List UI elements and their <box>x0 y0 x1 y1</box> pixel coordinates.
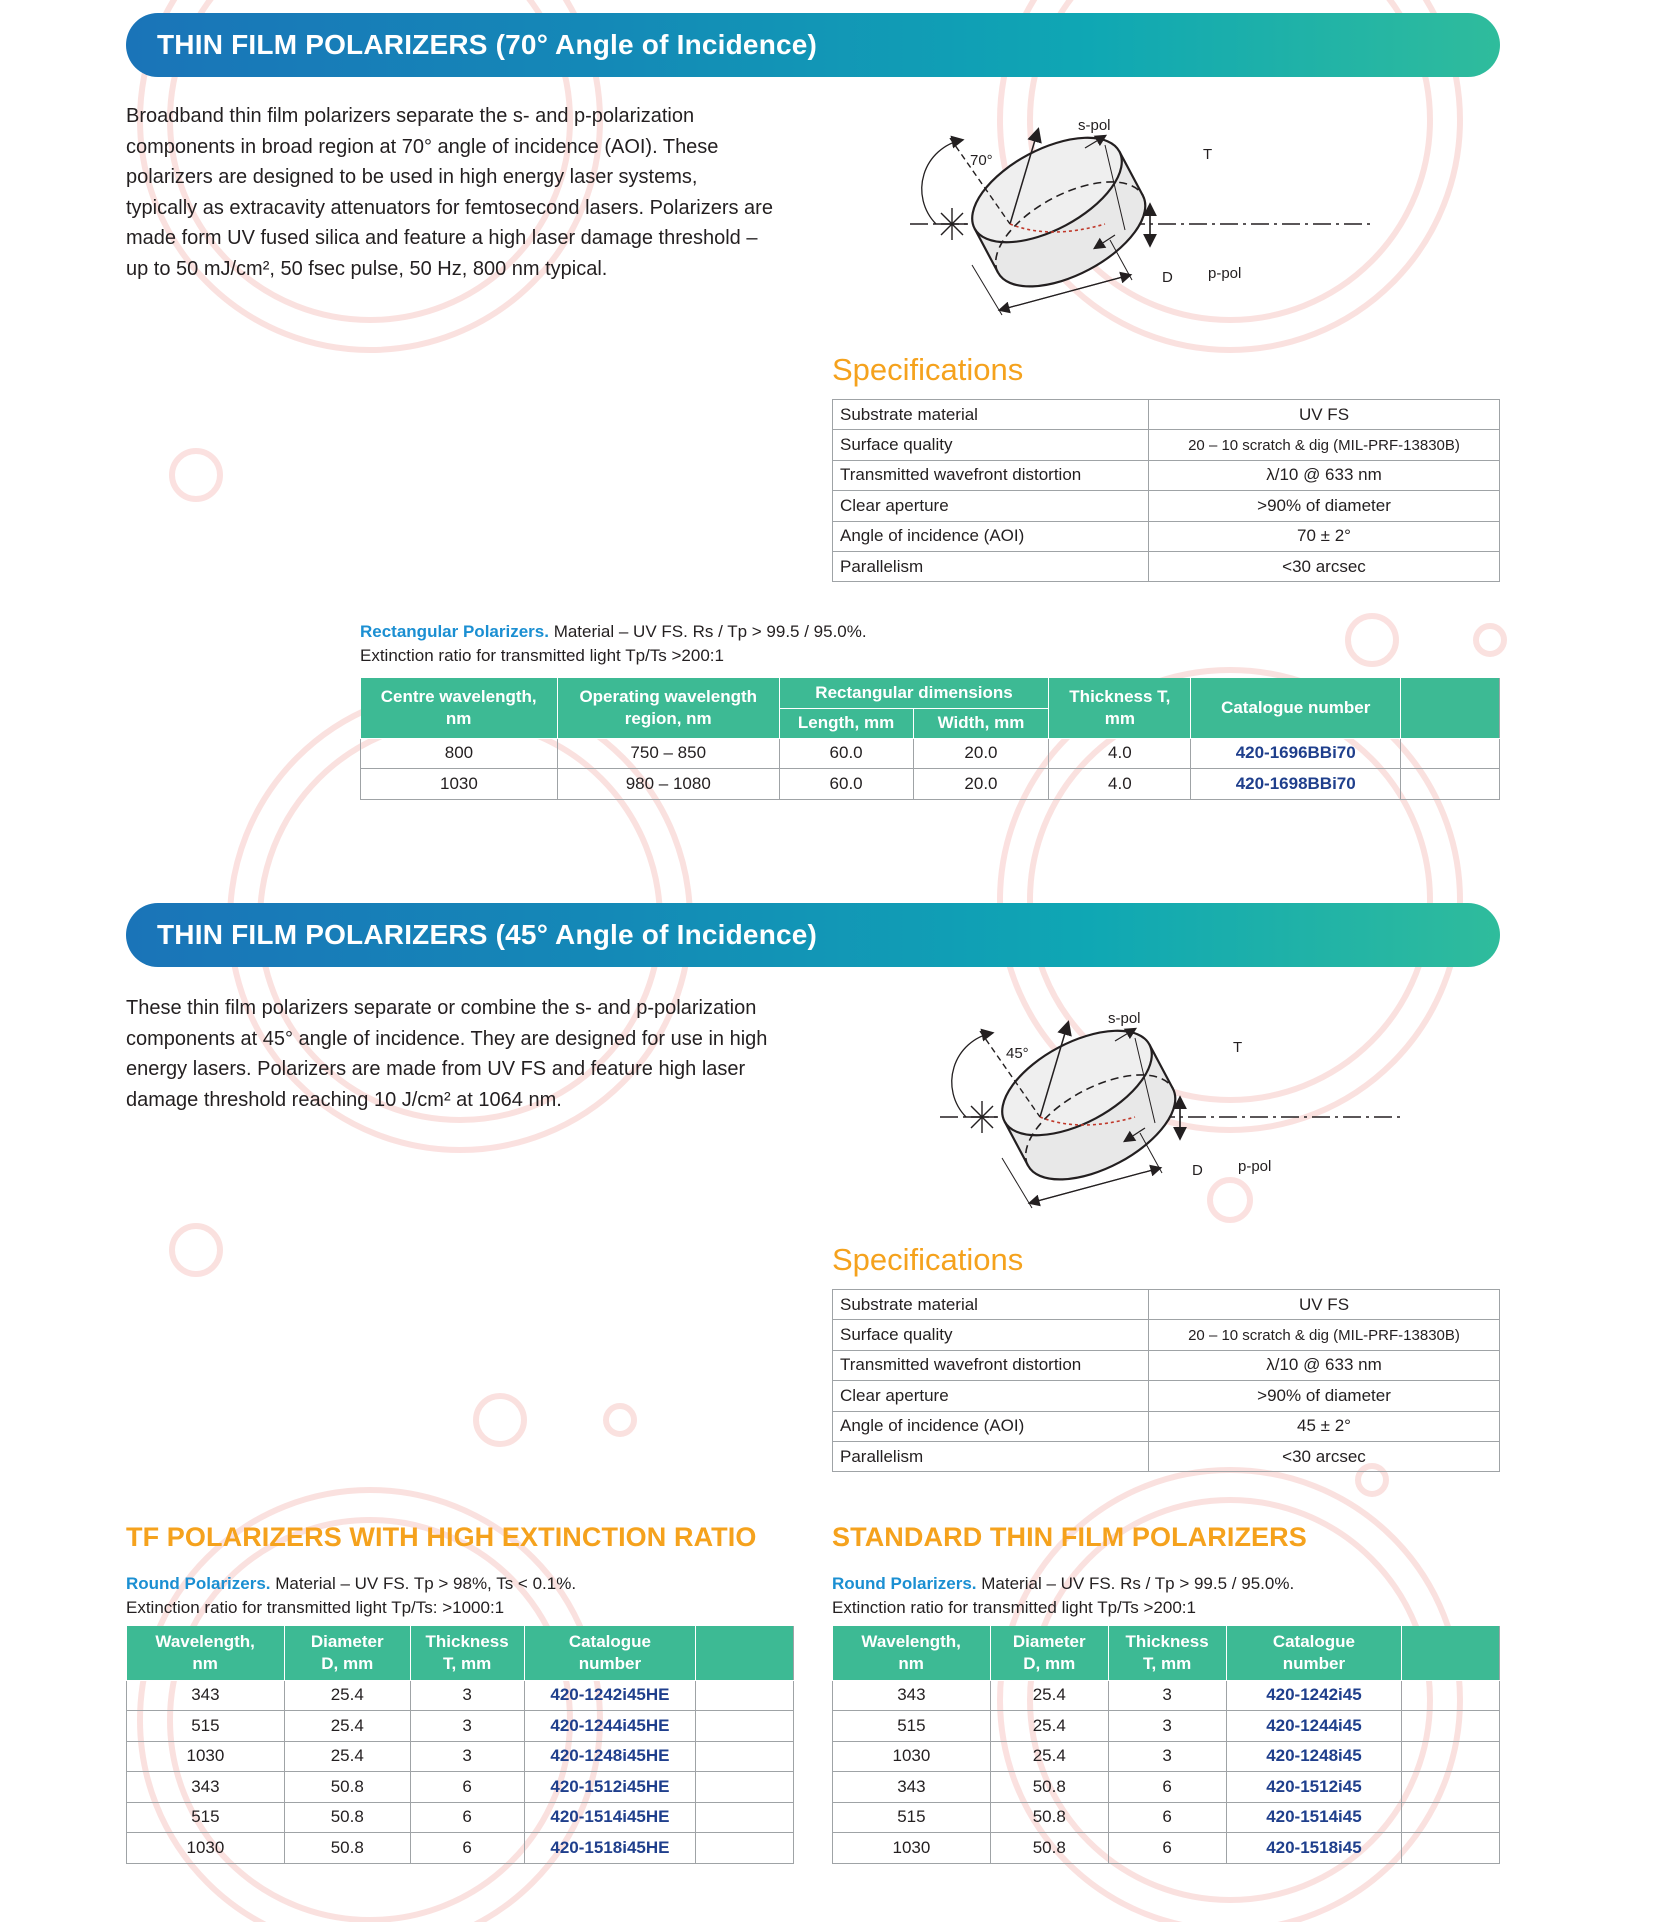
table-row: 343 50.8 6 420-1512i45 <box>833 1772 1500 1803</box>
header-diameter: Diameter D, mm <box>990 1626 1108 1680</box>
header-rect: Rectangular dimensions <box>779 678 1049 708</box>
standard-table <box>832 1626 1500 1864</box>
spec-row: Transmitted wavefront distortion λ/10 @ 633 nm <box>833 1350 1500 1380</box>
table-row: 1030 25.4 3 420-1248i45 <box>833 1741 1500 1772</box>
header-diameter: Diameter D, mm <box>284 1626 410 1680</box>
diagram-d-label: D <box>1192 1162 1203 1179</box>
spec-row: Clear aperture >90% of diameter <box>833 1381 1500 1411</box>
intro-text-70: Broadband thin film polarizers separate the s- and p-polarization components in broad region at 70° angle of incidence (AOI). These polarizers are designed to be used in high energy laser systems, typically as extracavity attenuators for femtosecond lasers. Polarizers are made form UV fused silica and feature a high laser damage threshold – up to 50 mJ/cm², 50 fsec pulse, 50 Hz, 800 nm typical. <box>126 105 773 280</box>
table-row: 800 750 – 850 60.0 20.0 4.0 420-1696BBi70 <box>361 738 1500 769</box>
high-ext-table <box>126 1626 794 1864</box>
spec-row: Angle of incidence (AOI) 45 ± 2° <box>833 1411 1500 1441</box>
header-wavelength: Wavelength, nm <box>833 1626 991 1680</box>
spec-row: Transmitted wavefront distortion λ/10 @ 633 nm <box>833 460 1500 490</box>
rect-caption: Rectangular Polarizers. Material – UV FS. Rs / Tp > 99.5 / 95.0%. Extinction ratio for transmitted light Tp/Ts >200:1 <box>360 622 867 665</box>
table-row: 515 25.4 3 420-1244i45HE <box>127 1711 794 1742</box>
spec-heading-70: Specifications <box>832 352 1024 387</box>
diagram-t-label: T <box>1203 146 1213 163</box>
table-row: 1030 25.4 3 420-1248i45HE <box>127 1741 794 1772</box>
header-operating: Operating wavelength region, nm <box>557 678 779 738</box>
high-ext-heading: TF POLARIZERS WITH HIGH EXTINCTION RATIO <box>126 1522 757 1552</box>
polarizer-diagram-icon <box>930 990 1410 1230</box>
spec-row: Substrate material UV FS <box>833 1290 1500 1320</box>
standard-caption: Round Polarizers. Material – UV FS. Rs / Tp > 99.5 / 95.0%. Extinction ratio for transmitted light Tp/Ts >200:1 <box>832 1574 1295 1617</box>
table-row: 343 50.8 6 420-1512i45HE <box>127 1772 794 1803</box>
table-row: 1030 50.8 6 420-1518i45 <box>833 1833 1500 1864</box>
header-catalogue: Catalogue number <box>1191 678 1401 738</box>
spec-row: Surface quality 20 – 10 scratch & dig (MIL-PRF-13830B) <box>833 430 1500 460</box>
table-row: 515 25.4 3 420-1244i45 <box>833 1711 1500 1742</box>
diagram-angle-label: 45° <box>1006 1045 1029 1062</box>
spec-heading-45: Specifications <box>832 1242 1024 1277</box>
table-row: 515 50.8 6 420-1514i45HE <box>127 1802 794 1833</box>
section-banner-45 <box>126 903 1500 967</box>
header-centre: Centre wavelength, nm <box>361 678 558 738</box>
header-catalogue: Catalogue number <box>524 1626 696 1680</box>
spec-row: Angle of incidence (AOI) 70 ± 2° <box>833 521 1500 551</box>
table-row: 515 50.8 6 420-1514i45 <box>833 1802 1500 1833</box>
diagram-spol-label: s-pol <box>1078 117 1111 134</box>
header-width: Width, mm <box>913 708 1049 738</box>
header-catalogue: Catalogue number <box>1226 1626 1402 1680</box>
intro-text-45: These thin film polarizers separate or combine the s- and p-polarization components at 45° angle of incidence. They are designed for use in high energy lasers. Polarizers are made from UV FS and feature high laser damage threshold reaching 10 J/cm² at 1064 nm. <box>126 997 768 1111</box>
table-row: 343 25.4 3 420-1242i45HE <box>127 1680 794 1711</box>
spec-row: Surface quality 20 – 10 scratch & dig (MIL-PRF-13830B) <box>833 1320 1500 1350</box>
diagram-ppol-label: p-pol <box>1208 265 1242 282</box>
rect-table <box>360 678 1500 800</box>
standard-heading: STANDARD THIN FILM POLARIZERS <box>832 1522 1307 1552</box>
high-ext-caption: Round Polarizers. Material – UV FS. Tp > 98%, Ts < 0.1%. Extinction ratio for transmitted light Tp/Ts: >1000:1 <box>126 1574 577 1617</box>
table-row: 343 25.4 3 420-1242i45 <box>833 1680 1500 1711</box>
diagram-angle-label: 70° <box>970 152 993 169</box>
header-thickness: Thickness T, mm <box>1049 678 1191 738</box>
diagram-spol-label: s-pol <box>1108 1010 1141 1027</box>
table-row: 1030 50.8 6 420-1518i45HE <box>127 1833 794 1864</box>
spec-table-70 <box>832 399 1500 582</box>
banner-title: THIN FILM POLARIZERS (45° Angle of Incidence) <box>157 919 818 950</box>
diagram-ppol-label: p-pol <box>1238 1158 1272 1175</box>
header-thickness: Thickness T, mm <box>410 1626 524 1680</box>
diagram-t-label: T <box>1233 1039 1243 1056</box>
banner-title: THIN FILM POLARIZERS (70° Angle of Incidence) <box>157 29 818 60</box>
spec-row: Clear aperture >90% of diameter <box>833 491 1500 521</box>
spec-row: Parallelism <30 arcsec <box>833 1441 1500 1471</box>
table-row: 1030 980 – 1080 60.0 20.0 4.0 420-1698BBi70 <box>361 769 1500 800</box>
polarizer-diagram-icon <box>900 100 1380 340</box>
diagram-d-label: D <box>1162 269 1173 286</box>
spec-row: Parallelism <30 arcsec <box>833 551 1500 581</box>
header-wavelength: Wavelength, nm <box>127 1626 285 1680</box>
spec-row: Substrate material UV FS <box>833 400 1500 430</box>
spec-table-45 <box>832 1289 1500 1472</box>
section-banner-70 <box>126 13 1500 77</box>
header-length: Length, mm <box>779 708 913 738</box>
header-thickness: Thickness T, mm <box>1108 1626 1226 1680</box>
